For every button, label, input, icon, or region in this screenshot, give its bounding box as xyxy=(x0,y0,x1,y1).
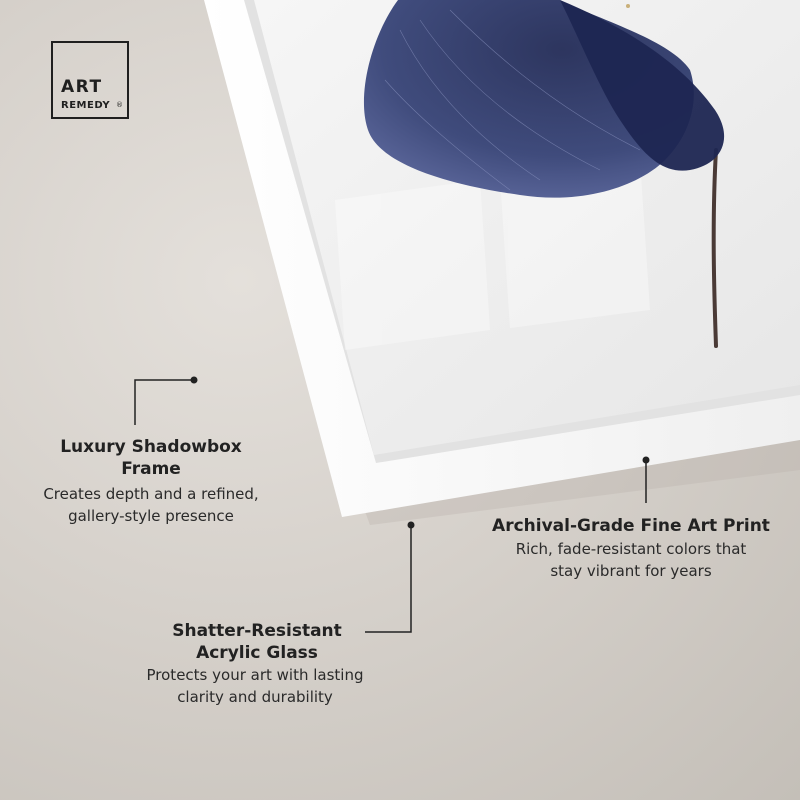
flower-stamen xyxy=(626,4,630,8)
logo-line-art: ART xyxy=(61,77,103,97)
connector-dot-print xyxy=(643,457,650,464)
feature-desc-acrylic-glass: Protects your art with lasting clarity and durability xyxy=(146,666,364,706)
logo-line-remedy: REMEDY xyxy=(61,100,111,111)
connector-shadowbox-frame xyxy=(135,380,194,425)
feature-title-shadowbox-frame: Luxury Shadowbox Frame xyxy=(60,437,242,479)
registered-mark: ® xyxy=(116,101,123,109)
feature-title-fine-art-print: Archival-Grade Fine Art Print xyxy=(492,516,770,536)
flower-stem xyxy=(714,150,716,346)
connector-acrylic-glass xyxy=(365,525,411,632)
art-remedy-logo xyxy=(51,41,129,119)
feature-title-acrylic-glass: Shatter-Resistant Acrylic Glass xyxy=(172,621,342,663)
feature-desc-shadowbox-frame: Creates depth and a refined, gallery-style presence xyxy=(43,485,259,525)
connector-dot-frame xyxy=(191,377,198,384)
feature-desc-fine-art-print: Rich, fade-resistant colors that stay vibrant for years xyxy=(515,540,747,580)
connector-dot-glass xyxy=(408,522,415,529)
